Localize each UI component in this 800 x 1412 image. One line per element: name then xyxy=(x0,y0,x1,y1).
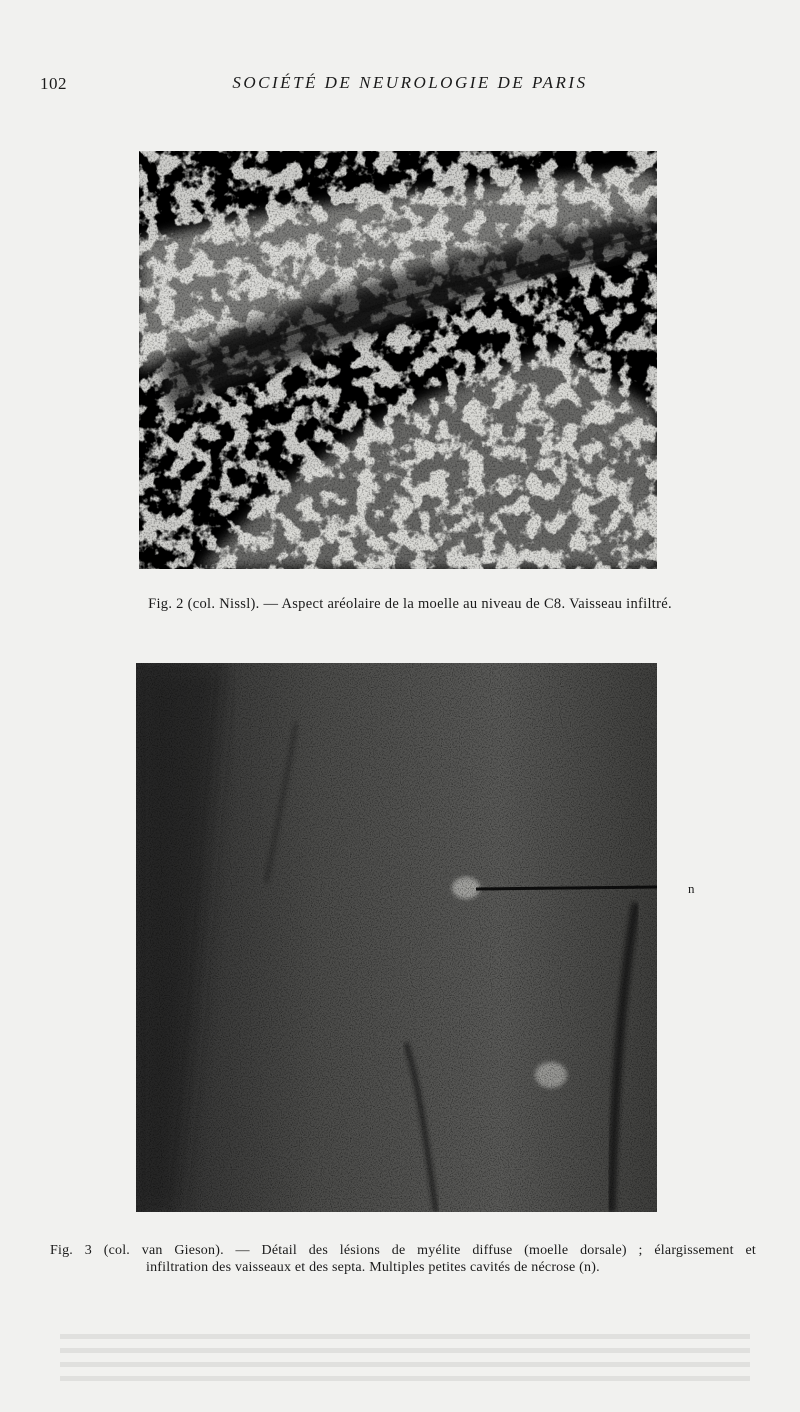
page-number: 102 xyxy=(40,74,67,93)
figure-2-micrograph xyxy=(139,151,657,569)
figure-3-caption-line-1: Fig. 3 (col. van Gieson). — Détail des lésions de myélite diffuse (moelle dorsale) ; élargissement et xyxy=(50,1243,756,1258)
necrosis-label: n xyxy=(688,881,695,896)
figure-3-micrograph xyxy=(136,663,657,1212)
figure-2-caption: Fig. 2 (col. Nissl). — Aspect aréolaire de la moelle au niveau de C8. Vaisseau infiltré. xyxy=(148,596,672,612)
figure-3-caption xyxy=(50,1242,756,1276)
running-header: SOCIÉTÉ DE NEUROLOGIE DE PARIS xyxy=(232,73,588,92)
figure-3-caption-line-2: infiltration des vaisseaux et des septa. Multiples petites cavités de nécrose (n). xyxy=(146,1260,600,1275)
show-through-bleed xyxy=(60,1330,750,1390)
